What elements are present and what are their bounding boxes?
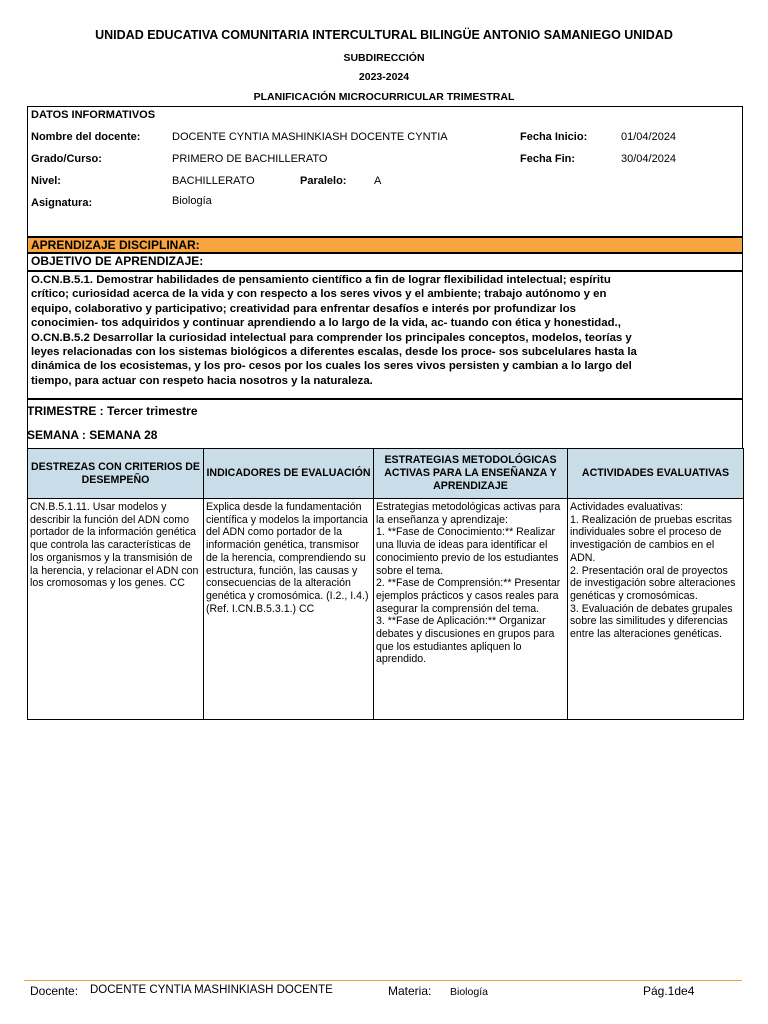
fecha-fin-value: 30/04/2024 [621,153,677,165]
aprendizaje-disciplinar-title: APRENDIZAJE DISCIPLINAR: [31,238,200,252]
fecha-fin-label: Fecha Fin: [520,153,576,165]
header-indicadores: INDICADORES DE EVALUACIÓN [204,449,374,499]
header-estrategias: ESTRATEGIAS METODOLÓGICAS ACTIVAS PARA LA ENSEÑANZA Y APRENDIZAJE [374,449,568,499]
periodo-box [27,399,743,448]
docente-value: DOCENTE CYNTIA MASHINKIASH DOCENTE CYNTIA [172,131,448,143]
datos-informativos-box [27,106,743,237]
header-destrezas: DESTREZAS CON CRITERIOS DE DESEMPEÑO [28,449,204,499]
paralelo-label: Paralelo: [300,175,347,187]
footer-divider [24,980,742,981]
planning-table [27,448,744,720]
plan-title: PLANIFICACIÓN MICROCURRICULAR TRIMESTRAL [253,91,515,103]
docente-label: Nombre del docente: [31,131,141,143]
table-header-row [28,449,744,499]
school-year: 2023-2024 [358,71,410,83]
datos-section-title: DATOS INFORMATIVOS [31,109,156,121]
fecha-inicio-value: 01/04/2024 [621,131,677,143]
institution-title: UNIDAD EDUCATIVA COMUNITARIA INTERCULTURAL BILINGÜE ANTONIO SAMANIEGO UNIDAD [95,28,673,42]
grado-value: PRIMERO DE BACHILLERATO [172,153,328,165]
asignatura-value: Biología [172,195,212,207]
trimestre-label: TRIMESTRE : Tercer trimestre [27,404,198,418]
footer-materia-value: Biología [450,986,488,998]
objetivo-text-box [27,271,743,399]
footer-docente-value: DOCENTE CYNTIA MASHINKIASH DOCENTE [90,984,333,996]
cell-estrategias: Estrategias metodológicas activas para la enseñanza y aprendizaje: 1. **Fase de Conocimiento:** Realizar una lluvia de ideas para identificar el conocimiento previo de los estudiantes sobre el tema. 2. **Fase de Comprensión:** Presentar ejemplos prácticos y casos reales para asegurar la comprensión del tema. 3. **Fase de Aplicación:** Organizar debates y discusiones en grupos para que los estudiantes apliquen lo aprendido. [374,499,568,720]
nivel-value: BACHILLERATO [172,175,255,187]
fecha-inicio-label: Fecha Inicio: [520,131,588,143]
footer-page-number: Pág.1de4 [643,984,695,998]
semana-label: SEMANA : SEMANA 28 [27,428,158,442]
department-title: SUBDIRECCIÓN [343,52,425,64]
objetivo-title: OBJETIVO DE APRENDIZAJE: [31,254,204,268]
cell-actividades: Actividades evaluativas: 1. Realización de pruebas escritas individuales sobre el proceso de investigación de cambios en el ADN. 2. Presentación oral de proyectos de investigación sobre alteraciones genéticas y cromosómicas. 3. Evaluación de debates grupales sobre las similitudes y diferencias entre las alteraciones genéticas. [568,499,744,720]
asignatura-label: Asignatura: [31,197,93,209]
cell-indicadores: Explica desde la fundamentación científica y modelos la importancia del ADN como portador de la información genética, transmisor de la herencia, comprendiendo su estructura, función, las causas y consecuencias de la alteración genética y cromosómica. (I.2., I.4.) (Ref. I.CN.B.5.3.1.) CC [204,499,374,720]
nivel-label: Nivel: [31,175,61,187]
objetivo-title-row [27,253,743,271]
footer-materia-label: Materia: [388,984,432,998]
cell-destrezas: CN.B.5.1.11. Usar modelos y describir la función del ADN como portador de la información genética que controla las características de los organismos y la transmisión de la herencia, y relacionar el ADN con los cromosomas y los genes. CC [28,499,204,720]
objetivo-text: O.CN.B.5.1. Demostrar habilidades de pensamiento científico a fin de lograr flexibilidad intelectual; espíritu crítico; curiosidad acerca de la vida y con respecto a los seres vivos y el ambiente; trabajo autónomo y en equipo, colaborativo y participativo; creatividad para enfrentar desafíos e interés por profundizar los conocimien- tos adquiridos y continuar aprendiendo a lo largo de la vida, ac- tuando con ética y honestidad., O.CN.B.5.2 Desarrollar la curiosidad intelectual para comprender los principales conceptos, modelos, teorías y leyes relacionadas con los sistemas biológicos a diferentes escalas, desde los proce- sos subcelulares hasta la dinámica de los ecosistemas, y los pro- cesos por los cuales los seres vivos persisten y cambian a lo largo del tiempo, para actuar con respeto hacia nosotros y la naturaleza. [31,274,637,387]
grado-label: Grado/Curso: [31,153,102,165]
table-row [28,499,744,720]
header-actividades: ACTIVIDADES EVALUATIVAS [568,449,744,499]
aprendizaje-disciplinar-bar [27,237,743,253]
paralelo-value: A [374,175,382,187]
footer-docente-label: Docente: [30,984,79,998]
